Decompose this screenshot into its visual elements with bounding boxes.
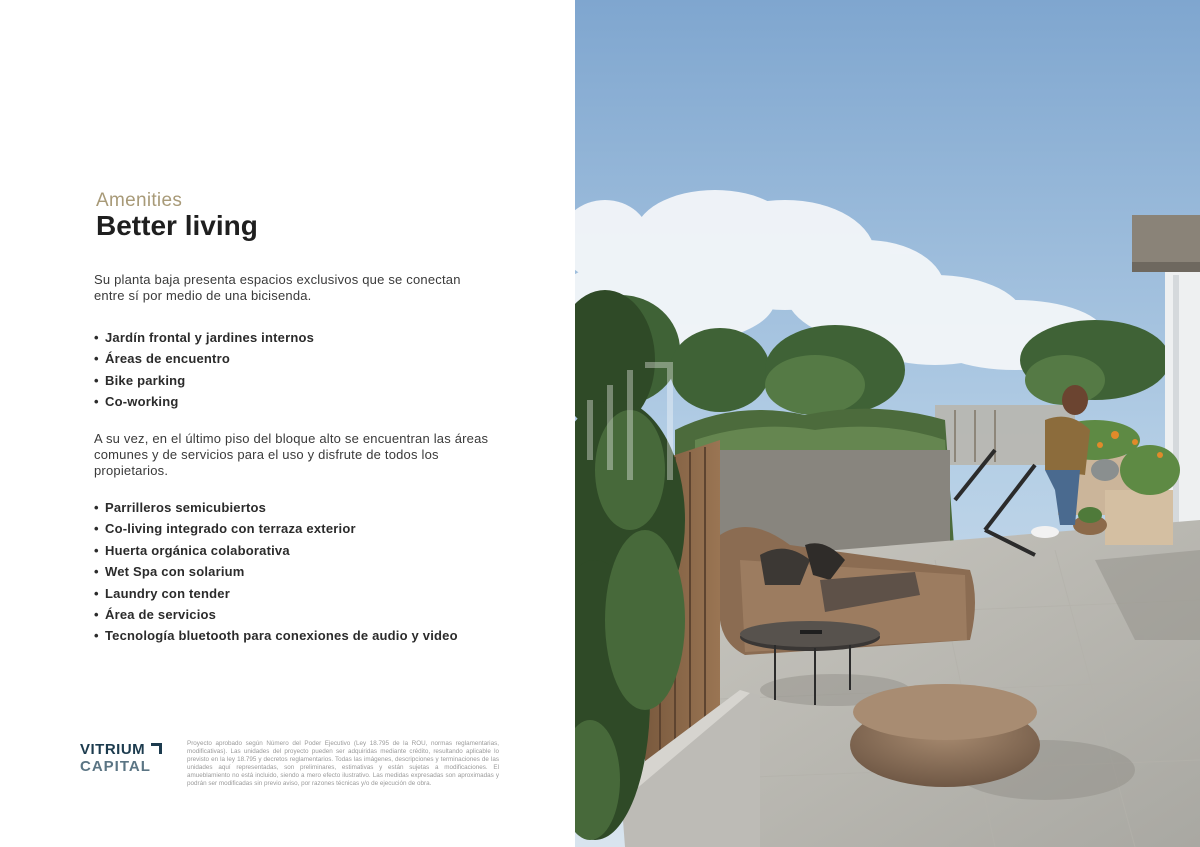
logo-line-1 bbox=[80, 742, 162, 758]
logo-corner-mark-icon bbox=[151, 743, 162, 754]
list-item bbox=[94, 604, 458, 625]
bullet: • bbox=[94, 372, 99, 388]
bullet: • bbox=[94, 606, 99, 622]
bullet: • bbox=[94, 351, 99, 367]
legal-disclaimer: Proyecto aprobado según Número del Poder Ejecutivo (Ley 18.795 de la ROU, normas reglamentarias, modificativas). Las unidades del proyecto pueden ser adquiridas mediante crédito, resultando aplicable lo previsto en la ley 18.795 y decretos reglamentarios. Todas las imágenes, descripciones y terminaciones de las unidades aquí representadas, son preliminares, estimativas y están sujetas a modificaciones. El amueblamiento no está incluido, siendo a mero efecto ilustrativo. Las medidas expresadas son aproximadas y podrán ser modificadas sin previo aviso, por razones técnicas y/o de ejecución de obra. bbox=[187, 740, 499, 787]
bullet: • bbox=[94, 628, 99, 644]
list-item-label: Áreas de encuentro bbox=[105, 351, 230, 367]
bullet: • bbox=[94, 564, 99, 580]
list-item bbox=[94, 561, 458, 582]
list-item-label: Wet Spa con solarium bbox=[105, 564, 245, 580]
page-title: Better living bbox=[96, 210, 258, 241]
list-item bbox=[94, 518, 458, 539]
list-item bbox=[94, 625, 458, 646]
ground-floor-list bbox=[94, 327, 314, 413]
list-item-label: Tecnología bluetooth para conexiones de audio y video bbox=[105, 628, 458, 644]
logo-word-vitrium: VITRIUM bbox=[80, 741, 146, 758]
bullet: • bbox=[94, 521, 99, 537]
bullet: • bbox=[94, 394, 99, 410]
list-item-label: Co-working bbox=[105, 394, 179, 410]
list-item bbox=[94, 540, 458, 561]
rooftop-paragraph: A su vez, en el último piso del bloque alto se encuentran las áreas comunes y de servicios para el uso y disfrute de todos los propietarios. bbox=[94, 431, 489, 478]
list-item bbox=[94, 391, 314, 412]
list-item bbox=[94, 348, 314, 369]
text-panel bbox=[0, 0, 575, 847]
list-item-label: Co-living integrado con terraza exterior bbox=[105, 521, 356, 537]
rooftop-terrace-photo bbox=[575, 0, 1200, 847]
rooftop-list bbox=[94, 497, 458, 647]
vitrium-capital-logo bbox=[80, 742, 162, 775]
bullet: • bbox=[94, 500, 99, 515]
list-item-label: Laundry con tender bbox=[105, 585, 230, 601]
list-item bbox=[94, 327, 314, 348]
list-item bbox=[94, 583, 458, 604]
section-kicker: Amenities bbox=[96, 190, 183, 211]
list-item-label: Huerta orgánica colaborativa bbox=[105, 542, 290, 558]
logo-word-capital: CAPITAL bbox=[80, 758, 151, 775]
list-item bbox=[94, 497, 458, 518]
list-item-label: Área de servicios bbox=[105, 606, 217, 622]
list-item bbox=[94, 370, 314, 391]
bullet: • bbox=[94, 542, 99, 558]
list-item-label: Jardín frontal y jardines internos bbox=[105, 330, 315, 345]
list-item-label: Parrilleros semicubiertos bbox=[105, 500, 267, 515]
intro-paragraph: Su planta baja presenta espacios exclusivos que se conectan entre sí por medio de una bicisenda. bbox=[94, 272, 461, 303]
bullet: • bbox=[94, 330, 99, 345]
list-item-label: Bike parking bbox=[105, 372, 186, 388]
bullet: • bbox=[94, 585, 99, 601]
